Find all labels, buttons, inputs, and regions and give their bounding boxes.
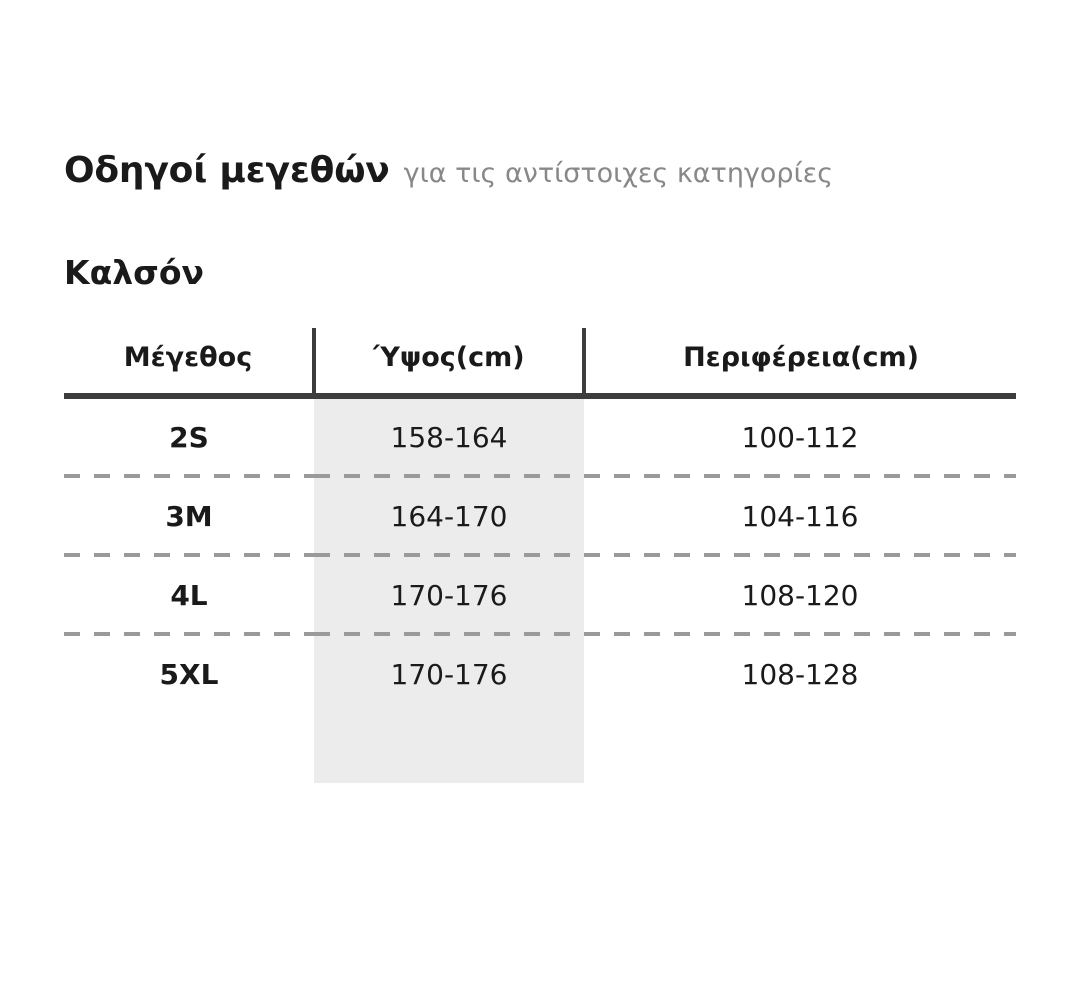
cell-chest: 100-112 <box>741 421 859 454</box>
cell-size: 2S <box>169 421 209 454</box>
column-header-height: Ύψος(cm) <box>314 328 584 393</box>
cell-size: 4L <box>170 579 208 612</box>
cell-height: 158-164 <box>314 399 584 474</box>
table-row <box>64 557 1016 632</box>
table-body <box>64 399 1016 783</box>
cell-size: 5XL <box>159 658 219 691</box>
cell-height: 164-170 <box>314 478 584 553</box>
cell-size: 3M <box>165 500 213 533</box>
column-header-size: Μέγεθος <box>123 342 253 373</box>
cell-height: 170-176 <box>314 557 584 632</box>
size-chart-table <box>64 328 1016 783</box>
column-header-chest: Περιφέρεια(cm) <box>584 328 1016 393</box>
table-bottom-padding-cell <box>314 711 584 783</box>
section-title: Καλσόν <box>64 253 204 292</box>
page-title <box>64 150 1014 191</box>
cell-chest: 104-116 <box>741 500 859 533</box>
table-row <box>64 636 1016 711</box>
page-title-main: Οδηγοί μεγεθών <box>64 150 390 191</box>
table-bottom-padding-cell <box>64 711 314 783</box>
cell-chest: 108-128 <box>741 658 859 691</box>
cell-chest: 108-120 <box>741 579 859 612</box>
table-row <box>64 478 1016 553</box>
cell-height: 170-176 <box>314 636 584 711</box>
table-bottom-padding-cell <box>584 711 1016 783</box>
table-row <box>64 399 1016 474</box>
table-header <box>64 328 1016 399</box>
table-bottom-padding <box>64 711 1016 783</box>
table-header-row <box>64 328 1016 393</box>
page-title-subtitle: για τις αντίστοιχες κατηγορίες <box>403 158 834 189</box>
